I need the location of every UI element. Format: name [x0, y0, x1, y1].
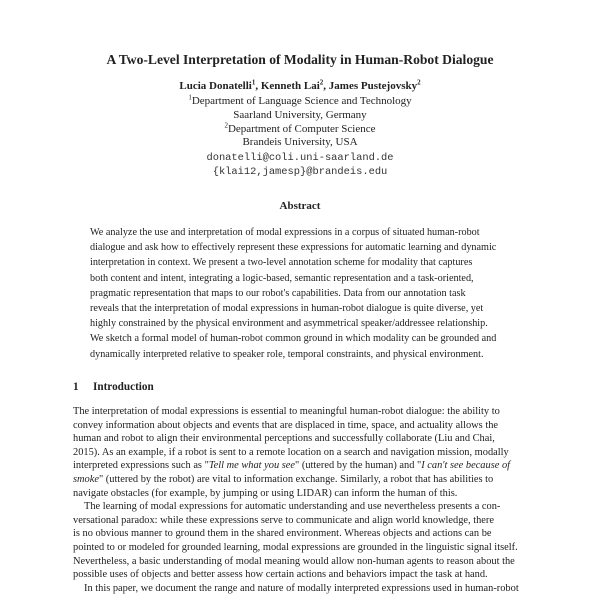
affiliation-text: Department of Language Science and Technology — [191, 95, 412, 107]
body-line: versational paradox: while these expressions serve to communicate and align world knowledge, there — [73, 514, 494, 526]
author-separator: , — [323, 80, 329, 92]
author-name: Kenneth Lai — [260, 80, 320, 92]
body-line — [73, 473, 533, 487]
affiliation-1-institution: Saarland University, Germany — [233, 109, 367, 121]
body-text: " (uttered by the robot) are vital to information exchange. Similarly, a robot that has abilities to — [98, 473, 494, 485]
section-heading — [73, 381, 154, 393]
section-title: Introduction — [93, 381, 154, 393]
affiliation-mark: 1 — [188, 93, 192, 102]
body-line: pointed to or modeled for grounded learning, modal expressions are grounded in the linguistic signal itself. — [73, 541, 518, 553]
body-text: interpreted expressions such as " — [73, 460, 209, 472]
author-separator: , — [255, 80, 261, 92]
body-line: In this paper, we document the range and nature of modally interpreted expressions used in human-robot — [84, 582, 519, 594]
quoted-utterance: smoke — [73, 473, 99, 485]
abstract-line: We analyze the use and interpretation of modal expressions in a corpus of situated human-robot — [90, 227, 480, 238]
body-line: convey information about objects and events that are displaced in time, space, and actuality allows the — [73, 419, 499, 431]
abstract-line: reveals that the interpretation of modal expressions in human-robot dialogue is quite diverse, yet — [90, 303, 484, 315]
author-list — [0, 80, 600, 92]
abstract-line: interpretation in context. We present a two-level annotation scheme for modality that captures — [90, 257, 473, 269]
affiliation-1-department — [0, 95, 600, 107]
affiliation-2-department — [0, 123, 600, 135]
paper-title: A Two-Level Interpretation of Modality in Human-Robot Dialogue — [106, 52, 494, 67]
body-line: The learning of modal expressions for automatic understanding and use nevertheless presents a con- — [84, 501, 501, 513]
email-line-1: donatelli@coli.uni-saarland.de — [206, 152, 394, 164]
affiliation-mark: 2 — [224, 121, 228, 130]
section-number: 1 — [73, 381, 79, 393]
email-line-2: {klai12,jamesp}@brandeis.edu — [212, 166, 388, 178]
body-line: Nevertheless, a basic understanding of modal meaning would allow non-human agents to reason about the — [73, 555, 515, 567]
affiliation-2-institution: Brandeis University, USA — [242, 136, 358, 148]
abstract-line: pragmatic representation that maps to our robot's capabilities. Data from our annotation task — [90, 287, 466, 299]
abstract-line: We sketch a formal model of human-robot common ground in which modality can be grounded and — [90, 333, 497, 345]
affiliation-text: Department of Computer Science — [227, 123, 376, 135]
abstract-line: dialogue and ask how to effectively represent these expressions for automatic learning and dynamic — [90, 242, 497, 254]
author-affiliation-mark: 1 — [251, 78, 256, 87]
body-line — [73, 459, 533, 473]
author-affiliation-mark: 2 — [319, 78, 324, 87]
quoted-utterance: I can't see because of — [421, 460, 511, 472]
abstract-line: both content and intent, integrating a logic-based, semantic representation and a task-oriented, — [90, 272, 474, 284]
abstract-line: highly constrained by the physical environment and asymmetrical speaker/addressee relationship. — [90, 318, 488, 330]
abstract-body — [90, 225, 512, 362]
body-line: 2015). As an example, if a robot is sent to a remote location on a search and navigation mission, modally — [73, 446, 509, 458]
introduction-body — [73, 405, 533, 595]
quoted-utterance: Tell me what you see — [208, 460, 296, 472]
author-name: James Pustejovsky — [328, 80, 418, 92]
body-line: human and robot to align their environmental perceptions and successfully collaborate (Liu and Chai, — [73, 433, 495, 445]
abstract-heading: Abstract — [279, 200, 321, 212]
abstract-line: dynamically interpreted relative to speaker role, temporal constraints, and physical environment. — [90, 348, 484, 360]
author-affiliation-mark: 2 — [417, 78, 421, 87]
body-line: possible uses of objects and better assess how certain actions and behaviors impact the task at hand. — [73, 569, 488, 581]
body-line: The interpretation of modal expressions is essential to meaningful human-robot dialogue: the ability to — [73, 406, 500, 417]
author-name: Lucia Donatelli — [179, 80, 252, 92]
body-line: is no obvious manner to ground them in the shared environment. Whereas objects and actions can be — [73, 528, 492, 540]
body-line: navigate obstacles (for example, by jumping or using LIDAR) can inform the human of this. — [73, 487, 458, 499]
body-text: " (uttered by the human) and " — [295, 460, 422, 472]
